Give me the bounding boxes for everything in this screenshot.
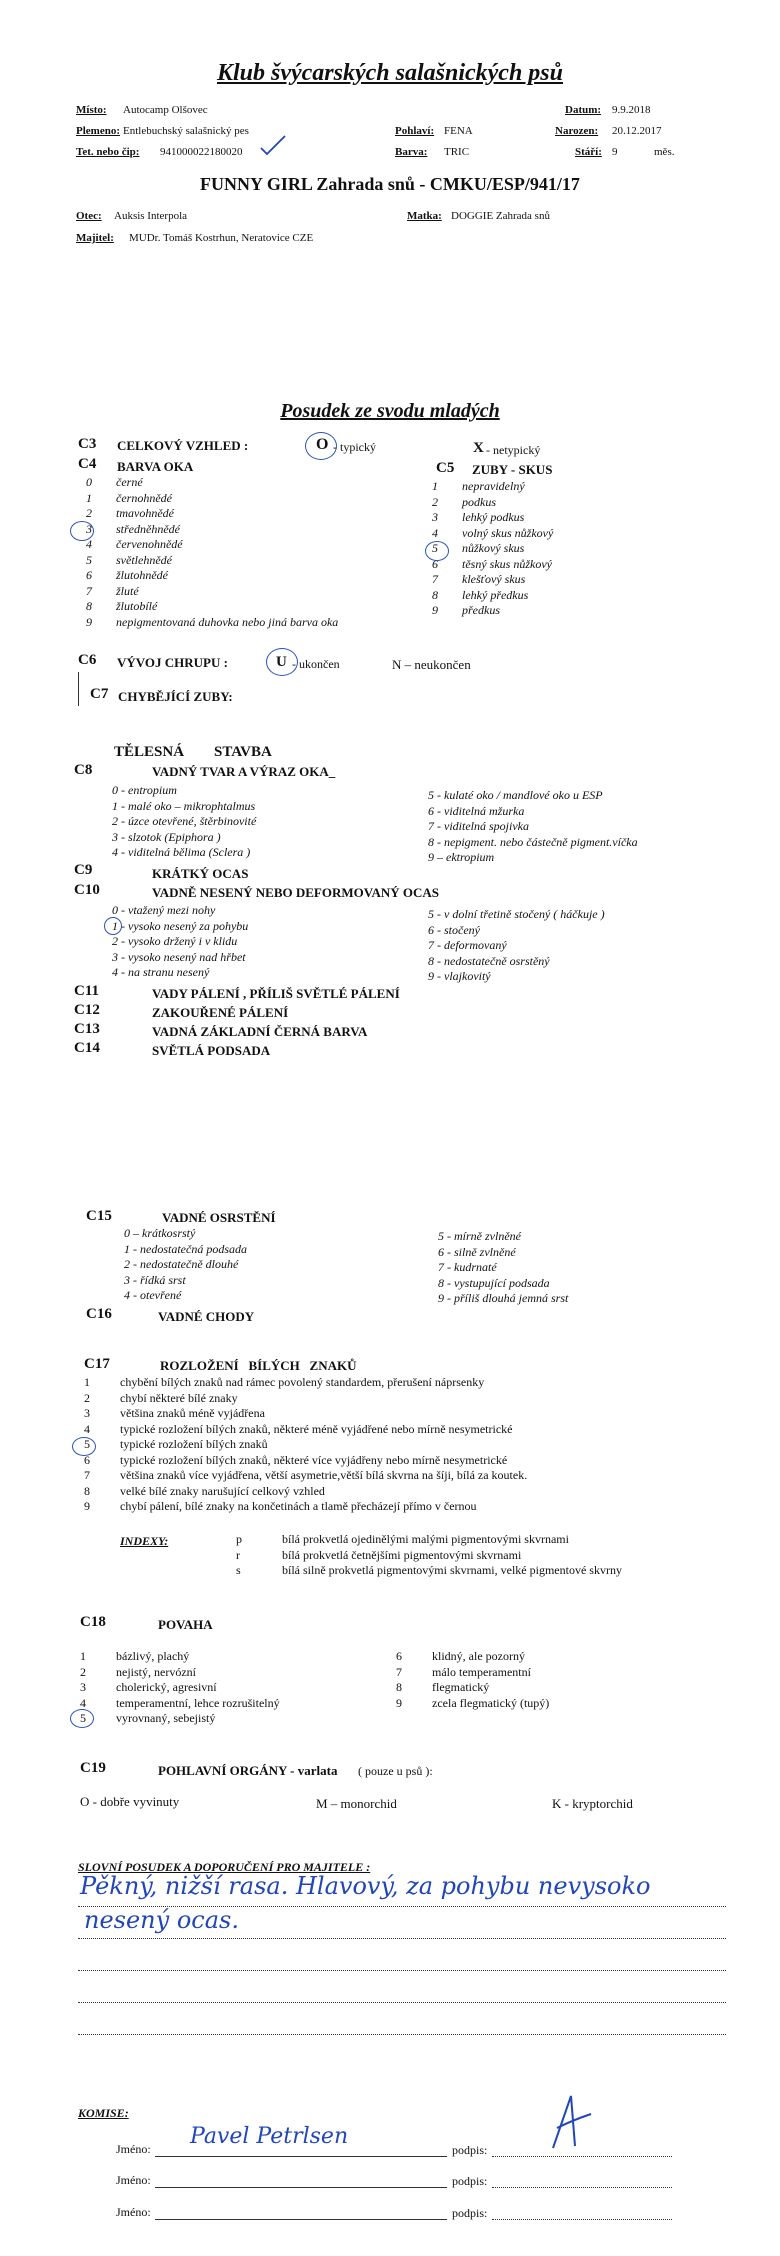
c8-code: C8: [74, 762, 93, 778]
otec-label: Otec:: [76, 210, 102, 222]
option-text: červenohnědé: [116, 537, 183, 551]
option-number: 1: [432, 479, 438, 493]
option-number: 6: [86, 568, 92, 582]
option-number: 3: [432, 510, 438, 524]
option-text: vyrovnaný, sebejistý: [116, 1711, 216, 1725]
option-text: černé: [116, 475, 143, 489]
list-item: [432, 557, 553, 573]
option-number: 7: [432, 572, 438, 586]
c4-options: [86, 475, 338, 630]
option-number: r: [236, 1547, 240, 1562]
option-text: bázlivý, plachý: [116, 1649, 190, 1663]
list-item: [84, 1453, 527, 1469]
tet-label: Tet. nebo čip:: [76, 146, 140, 158]
list-item: [84, 1406, 527, 1422]
option-text: typické rozložení bílých znaků: [120, 1437, 268, 1451]
option-text: středněhnědé: [116, 521, 180, 536]
list-item: 7 - viditelná spojivka: [428, 819, 529, 833]
option-number: 1: [86, 490, 92, 505]
option-number: 0: [86, 475, 92, 489]
podpis-line: [492, 2187, 672, 2188]
option-text: nepravidelný: [462, 479, 525, 493]
option-text: bílá prokvetlá četnějšími pigmentovými skvrnami: [282, 1547, 522, 1562]
jmeno-line: [155, 2219, 447, 2220]
option-text: klešťový skus: [462, 572, 526, 586]
option-text: temperamentní, lehce rozrušitelný: [116, 1695, 280, 1710]
c10-options-right: [428, 907, 605, 985]
c17-code: C17: [84, 1356, 110, 1372]
c19-label-note: ( pouze u psů ):: [358, 1764, 433, 1778]
c3-code: C3: [78, 436, 97, 452]
c6-option-n: N – neukončen: [392, 657, 471, 672]
option-number: 7: [396, 1664, 402, 1679]
option-number: 8: [396, 1680, 402, 1694]
c19-option-k: K - kryptorchid: [552, 1796, 633, 1811]
narozen-label: Narozen:: [555, 125, 599, 137]
option-text: světlehnědé: [116, 552, 172, 567]
option-number: 5: [86, 552, 92, 567]
list-item: [80, 1680, 280, 1696]
posudek-line: [78, 1938, 726, 1939]
list-item: [80, 1711, 280, 1727]
list-item: 9 - příliš dlouhá jemná srst: [438, 1291, 569, 1305]
datum-label: Datum:: [565, 104, 602, 116]
option-number: 5: [80, 1711, 86, 1725]
matka-label: Matka:: [407, 210, 442, 222]
telesna-stavba-heading: TĚLESNÁ STAVBA: [114, 744, 272, 760]
selection-circle: [425, 541, 449, 561]
c15-options-left: [124, 1226, 247, 1304]
list-item: [86, 506, 338, 522]
list-item: 9 - vlajkovitý: [428, 969, 491, 983]
misto-label: Místo:: [76, 104, 107, 116]
c16-code: C16: [86, 1306, 112, 1322]
list-item: [396, 1680, 549, 1696]
option-number: 2: [80, 1664, 86, 1679]
c3-option-x-text: - netypický: [486, 443, 541, 457]
list-item: [84, 1484, 527, 1500]
list-item: 5 - kulaté oko / mandlové oko u ESP: [428, 788, 603, 802]
option-number: 4: [432, 525, 438, 540]
c4-code: C4: [78, 456, 97, 472]
c19-option-o: O - dobře vyvinuty: [80, 1794, 180, 1809]
list-item: [84, 1375, 527, 1391]
list-item: 1 - malé oko – mikrophtalmus: [112, 798, 256, 813]
list-item: [84, 1499, 527, 1515]
c16-label: VADNÉ CHODY: [158, 1309, 255, 1324]
option-text: předkus: [462, 603, 500, 617]
list-item: [86, 475, 338, 491]
option-number: 9: [396, 1695, 402, 1710]
pohlavi-label: Pohlaví:: [395, 125, 435, 137]
list-item: [396, 1649, 549, 1665]
list-item: [84, 1437, 527, 1453]
podpis-label: podpis:: [452, 2143, 488, 2157]
selection-circle: [70, 521, 94, 541]
option-number: 3: [80, 1680, 86, 1694]
option-number: 6: [84, 1452, 90, 1467]
list-item: [86, 522, 338, 538]
list-item: [84, 1422, 527, 1438]
option-text: těsný skus nůžkový: [462, 556, 552, 571]
option-text: žlutohnědé: [116, 568, 168, 582]
list-item: [236, 1532, 622, 1548]
option-number: s: [236, 1563, 241, 1577]
list-item: 3 - slzotok (Epiphora ): [112, 829, 221, 844]
option-number: 7: [86, 583, 92, 598]
option-text: většina znaků méně vyjádřena: [120, 1406, 265, 1420]
c3-option-o-text: - typický: [333, 440, 376, 454]
option-text: typické rozložení bílých znaků, některé více vyjádřeny nebo mírně nesymetrické: [120, 1452, 508, 1467]
list-item: [432, 603, 553, 619]
option-number: 2: [432, 494, 438, 509]
option-number: 3: [84, 1406, 90, 1420]
c17-options: [84, 1375, 527, 1515]
list-item: 8 - nepigment. nebo částečně pigment.víčka: [428, 834, 638, 849]
option-text: klidný, ale pozorný: [432, 1649, 525, 1663]
posudek-label: SLOVNÍ POSUDEK A DOPORUČENÍ PRO MAJITELE :: [78, 1860, 371, 1874]
option-number: 4: [80, 1695, 86, 1710]
list-item: 7 - kudrnaté: [438, 1260, 497, 1274]
list-item: [86, 491, 338, 507]
c5-options: [432, 479, 553, 619]
matka-value: DOGGIE Zahrada snů: [451, 210, 550, 222]
c9-code: C9: [74, 862, 93, 878]
tet-value: 941000022180020: [160, 146, 243, 158]
list-item: 2 - vysoko držený i v klidu: [112, 934, 238, 948]
majitel-label: Majitel:: [76, 232, 114, 244]
option-number: 8: [86, 599, 92, 613]
c12-label: ZAKOUŘENÉ PÁLENÍ: [152, 1005, 289, 1020]
option-text: žluté: [116, 583, 139, 598]
option-number: 1: [84, 1375, 90, 1389]
list-item: 2 - úzce otevřené, štěrbinovité: [112, 814, 257, 828]
c7-label: CHYBĚJÍCÍ ZUBY:: [118, 689, 233, 704]
list-item: 6 - stočený: [428, 922, 480, 937]
c6-label: VÝVOJ CHRUPU :: [117, 655, 228, 670]
list-item: [86, 537, 338, 553]
list-item: [432, 479, 553, 495]
posudek-line: [78, 2034, 726, 2035]
option-text: nůžkový skus: [462, 541, 525, 555]
list-item: 5 - mírně zvlněné: [438, 1229, 521, 1243]
c8-options-right: [428, 788, 638, 866]
list-item: 4 - viditelná bělima (Sclera ): [112, 845, 251, 859]
c6-option-u-text: - ukončen: [292, 657, 340, 671]
option-text: cholerický, agresivní: [116, 1680, 217, 1694]
posudek-line: [78, 2002, 726, 2003]
option-number: 8: [84, 1483, 90, 1498]
form-title: Klub švýcarských salašnických psů: [216, 60, 563, 86]
list-item: [86, 584, 338, 600]
selection-circle: [104, 917, 122, 935]
option-text: zcela flegmatický (tupý): [432, 1695, 550, 1710]
checkmark-icon: [258, 134, 288, 158]
option-text: volný skus nůžkový: [462, 525, 554, 540]
posudek-handwritten-line1: Pěkný, nižší rasa. Hlavový, za pohybu nevysoko: [80, 1872, 651, 1900]
c10-label: VADNĚ NESENÝ NEBO DEFORMOVANÝ OCAS: [152, 885, 440, 900]
c6-code: C6: [78, 652, 97, 668]
list-item: 0 - entropium: [112, 783, 177, 797]
list-item: 6 - viditelná mžurka: [428, 803, 525, 818]
list-item: 3 - řídká srst: [124, 1272, 186, 1287]
datum-value: 9.9.2018: [612, 104, 651, 116]
c11-code: C11: [74, 983, 100, 999]
list-item: 4 - otevřené: [124, 1288, 182, 1302]
c3-option-x[interactable]: X: [473, 440, 484, 456]
list-item: 6 - silně zvlněné: [438, 1244, 516, 1259]
plemeno-label: Plemeno:: [76, 125, 120, 137]
list-item: [86, 615, 338, 631]
jmeno-label: Jméno:: [116, 2173, 151, 2187]
option-number: 1: [80, 1649, 86, 1663]
list-item: [86, 599, 338, 615]
list-item: [396, 1665, 549, 1681]
option-text: žlutobílé: [116, 599, 158, 613]
option-text: podkus: [462, 494, 496, 509]
komise-label: KOMISE:: [78, 2106, 129, 2120]
option-number: 9: [86, 614, 92, 629]
jmeno-label: Jméno:: [116, 2205, 151, 2219]
selection-circle: [70, 1709, 94, 1728]
podpis-line: [492, 2156, 672, 2157]
c19-option-m: M – monorchid: [316, 1796, 397, 1811]
option-number: 2: [84, 1390, 90, 1405]
option-text: nepigmentovaná duhovka nebo jiná barva oka: [116, 614, 339, 629]
list-item: [432, 526, 553, 542]
signature-mark: [545, 2092, 595, 2152]
stari-label: Stáří:: [575, 146, 602, 158]
list-item: [432, 541, 553, 557]
c3-option-o[interactable]: O: [316, 436, 329, 453]
divider: [78, 672, 79, 706]
list-item: 7 - deformovaný: [428, 938, 507, 952]
list-item: [80, 1649, 280, 1665]
option-number: 4: [84, 1421, 90, 1436]
c11-label: VADY PÁLENÍ , PŘÍLIŠ SVĚTLÉ PÁLENÍ: [152, 986, 400, 1001]
option-text: flegmatický: [432, 1680, 490, 1694]
podpis-label: podpis:: [452, 2206, 488, 2220]
option-text: chybění bílých znaků nad rámec povolený standardem, přerušení náprsenky: [120, 1375, 485, 1389]
list-item: 0 – krátkosrstý: [124, 1226, 196, 1240]
c14-label: SVĚTLÁ PODSADA: [152, 1043, 271, 1058]
stari-unit: měs.: [654, 146, 675, 158]
option-text: chybí některé bílé znaky: [120, 1390, 238, 1405]
option-number: 7: [84, 1468, 90, 1482]
option-number: 8: [432, 587, 438, 602]
c19-code: C19: [80, 1760, 106, 1776]
posudek-handwritten-line2: nesený ocas.: [84, 1906, 239, 1934]
list-item: [236, 1548, 622, 1564]
list-item: [80, 1696, 280, 1712]
c15-code: C15: [86, 1208, 112, 1224]
list-item: [432, 510, 553, 526]
c13-label: VADNÁ ZÁKLADNÍ ČERNÁ BARVA: [152, 1024, 368, 1039]
list-item: [236, 1563, 622, 1579]
narozen-value: 20.12.2017: [612, 125, 662, 137]
c15-label: VADNÉ OSRSTĚNÍ: [162, 1210, 276, 1225]
jmeno-line: [155, 2156, 447, 2157]
list-item: [432, 572, 553, 588]
list-item: 5 - v dolní třetině stočený ( háčkuje ): [428, 907, 605, 921]
c10-options-left: [112, 903, 248, 981]
option-text: černohnědé: [116, 490, 172, 505]
c18-code: C18: [80, 1614, 106, 1630]
c15-options-right: [438, 1229, 568, 1307]
option-text: velké bílé znaky narušující celkový vzhled: [120, 1483, 325, 1498]
option-text: nejistý, nervózní: [116, 1664, 196, 1679]
list-item: 2 - nedostatečně dlouhé: [124, 1257, 239, 1271]
option-number: 6: [432, 556, 438, 571]
selection-circle: [72, 1437, 96, 1456]
option-text: lehký předkus: [462, 587, 529, 602]
option-number: 5: [432, 541, 438, 555]
option-text: typické rozložení bílých znaků, některé méně vyjádřené nebo mírně nesymetrické: [120, 1421, 513, 1436]
list-item: 1 - vysoko nesený za pohybu: [112, 918, 249, 933]
c14-code: C14: [74, 1040, 100, 1056]
option-number: 6: [396, 1649, 402, 1663]
dog-name: FUNNY GIRL Zahrada snů - CMKU/ESP/941/17: [200, 174, 580, 194]
list-item: 1 - nedostatečná podsada: [124, 1241, 247, 1256]
c9-label: KRÁTKÝ OCAS: [152, 866, 249, 881]
c18-label: POVAHA: [158, 1617, 213, 1632]
jmeno-label: Jméno:: [116, 2142, 151, 2156]
option-number: 3: [86, 521, 92, 536]
list-item: [432, 588, 553, 604]
c4-label: BARVA OKA: [117, 459, 194, 474]
c17-label: ROZLOŽENÍ BÍLÝCH ZNAKŮ: [160, 1358, 357, 1373]
list-item: 3 - vysoko nesený nad hřbet: [112, 949, 246, 964]
plemeno-value: Entlebuchský salašnický pes: [123, 125, 249, 137]
option-number: 9: [84, 1499, 90, 1513]
indexy-options: [236, 1532, 622, 1579]
list-item: [396, 1696, 549, 1712]
barva-value: TRIC: [444, 146, 470, 158]
c7-code: C7: [90, 686, 109, 702]
jmeno-line: [155, 2187, 447, 2188]
c19-label: POHLAVNÍ ORGÁNY - varlata: [158, 1763, 338, 1778]
list-item: [84, 1391, 527, 1407]
list-item: [86, 553, 338, 569]
c13-code: C13: [74, 1021, 100, 1037]
option-text: bílá silně prokvetlá pigmentovými skvrnami, velké pigmentové skvrny: [282, 1563, 622, 1577]
option-number: p: [236, 1532, 242, 1546]
list-item: 0 - vtažený mezi nohy: [112, 903, 216, 917]
section-subtitle: Posudek ze svodu mladých: [280, 400, 500, 422]
stari-value: 9: [612, 146, 618, 158]
c6-option-u[interactable]: U: [276, 654, 287, 670]
majitel-value: MUDr. Tomáš Kostrhun, Neratovice CZE: [129, 232, 314, 244]
c8-label: VADNÝ TVAR A VÝRAZ OKA_: [152, 764, 336, 779]
barva-label: Barva:: [395, 146, 428, 158]
list-item: [86, 568, 338, 584]
list-item: [84, 1468, 527, 1484]
c18-options-right: [396, 1649, 549, 1711]
c5-label: ZUBY - SKUS: [472, 462, 553, 477]
option-number: 2: [86, 506, 92, 520]
c3-label: CELKOVÝ VZHLED :: [117, 438, 249, 453]
option-number: 9: [432, 603, 438, 617]
option-number: 4: [86, 537, 92, 551]
pohlavi-value: FENA: [444, 125, 473, 137]
posudek-line: [78, 1970, 726, 1971]
list-item: 4 - na stranu nesený: [112, 965, 210, 979]
podpis-label: podpis:: [452, 2174, 488, 2188]
option-number: 5: [84, 1437, 90, 1451]
list-item: 8 - nedostatečně osrstěný: [428, 953, 550, 968]
c8-options-left: [112, 783, 256, 861]
option-text: chybí pálení, bílé znaky na končetinách a tlamě přecházejí přímo v černou: [120, 1499, 477, 1513]
option-text: většina znaků více vyjádřena, větší asymetrie,větší bílá skvrna na šíji, bílá za koutek.: [120, 1468, 528, 1482]
option-text: lehký podkus: [462, 510, 525, 524]
list-item: 9 – ektropium: [428, 850, 495, 864]
misto-value: Autocamp Olšovec: [123, 104, 208, 116]
c5-code: C5: [436, 460, 455, 476]
jmeno-handwritten-1: Pavel Petrlsen: [190, 2124, 349, 2149]
list-item: [80, 1665, 280, 1681]
otec-value: Auksis Interpola: [114, 210, 188, 222]
c12-code: C12: [74, 1002, 100, 1018]
option-text: málo temperamentní: [432, 1664, 531, 1679]
list-item: 8 - vystupující podsada: [438, 1275, 550, 1290]
list-item: [432, 495, 553, 511]
podpis-line: [492, 2219, 672, 2220]
c10-code: C10: [74, 882, 100, 898]
option-text: tmavohnědé: [116, 506, 174, 520]
option-text: bílá prokvetlá ojedinělými malými pigmentovými skvrnami: [282, 1532, 569, 1546]
indexy-label: INDEXY:: [120, 1534, 169, 1548]
c18-options-left: [80, 1649, 280, 1727]
